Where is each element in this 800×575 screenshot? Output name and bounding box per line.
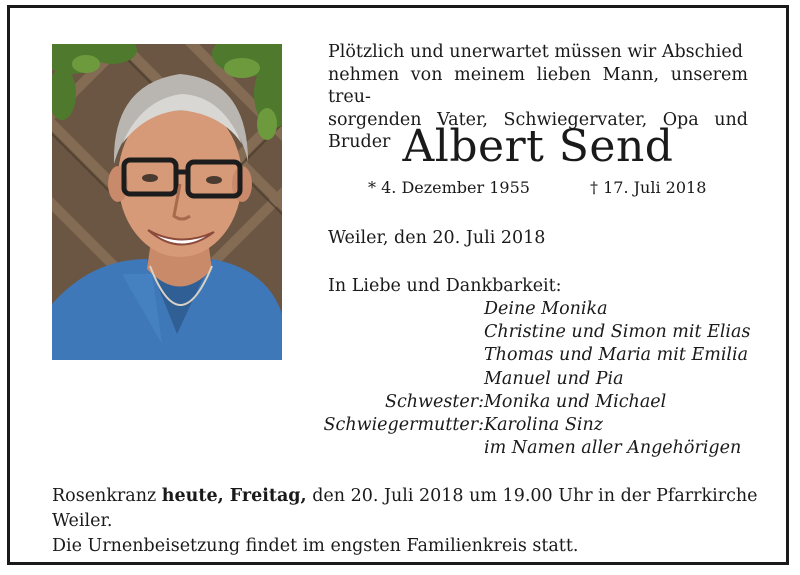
family-members: im Namen aller Angehörigen <box>484 438 742 459</box>
family-row <box>323 414 768 437</box>
family-members: Manuel und Pia <box>484 368 624 389</box>
place-and-date: Weiler, den 20. Juli 2018 <box>328 228 546 248</box>
service-day: heute, Freitag, <box>161 486 307 506</box>
thanks-heading: In Liebe und Dankbarkeit: <box>328 276 562 296</box>
family-row <box>328 321 768 344</box>
portrait-photo <box>52 44 282 360</box>
family-members: Monika und Michael <box>484 391 667 412</box>
intro-line: nehmen von meinem lieben Mann, unserem treu- <box>328 64 748 107</box>
family-row <box>328 344 768 367</box>
intro-line: Plötzlich und unerwartet müssen wir Abschied <box>328 42 743 62</box>
family-row <box>328 368 768 391</box>
service-text: Rosenkranz <box>52 486 162 506</box>
service-details: den 20. Juli 2018 um 19.00 Uhr in der Pfarrkirche Weiler. <box>52 486 758 531</box>
family-members: Thomas und Maria mit Emilia <box>484 345 749 366</box>
birth-date: * 4. Dezember 1955 <box>368 178 530 197</box>
service-line <box>52 484 762 534</box>
family-members: Deine Monika <box>484 299 608 319</box>
burial-line: Die Urnenbeisetzung findet im engsten Familienkreis statt. <box>52 536 579 556</box>
deceased-name: Albert Send <box>402 121 674 172</box>
family-label: Schwester: <box>384 391 484 412</box>
family-list <box>323 298 768 460</box>
death-date: † 17. Juli 2018 <box>590 178 707 197</box>
family-members: Karolina Sinz <box>484 414 603 435</box>
family-members: Christine und Simon mit Elias <box>484 322 751 343</box>
family-row <box>328 298 768 321</box>
family-label: Schwiegermutter: <box>323 414 484 435</box>
intro-line: sorgenden Vater, Schwiegervater, Opa und Bruder <box>328 109 748 152</box>
service-info <box>52 484 762 559</box>
family-row <box>328 391 768 414</box>
family-row <box>328 437 768 460</box>
